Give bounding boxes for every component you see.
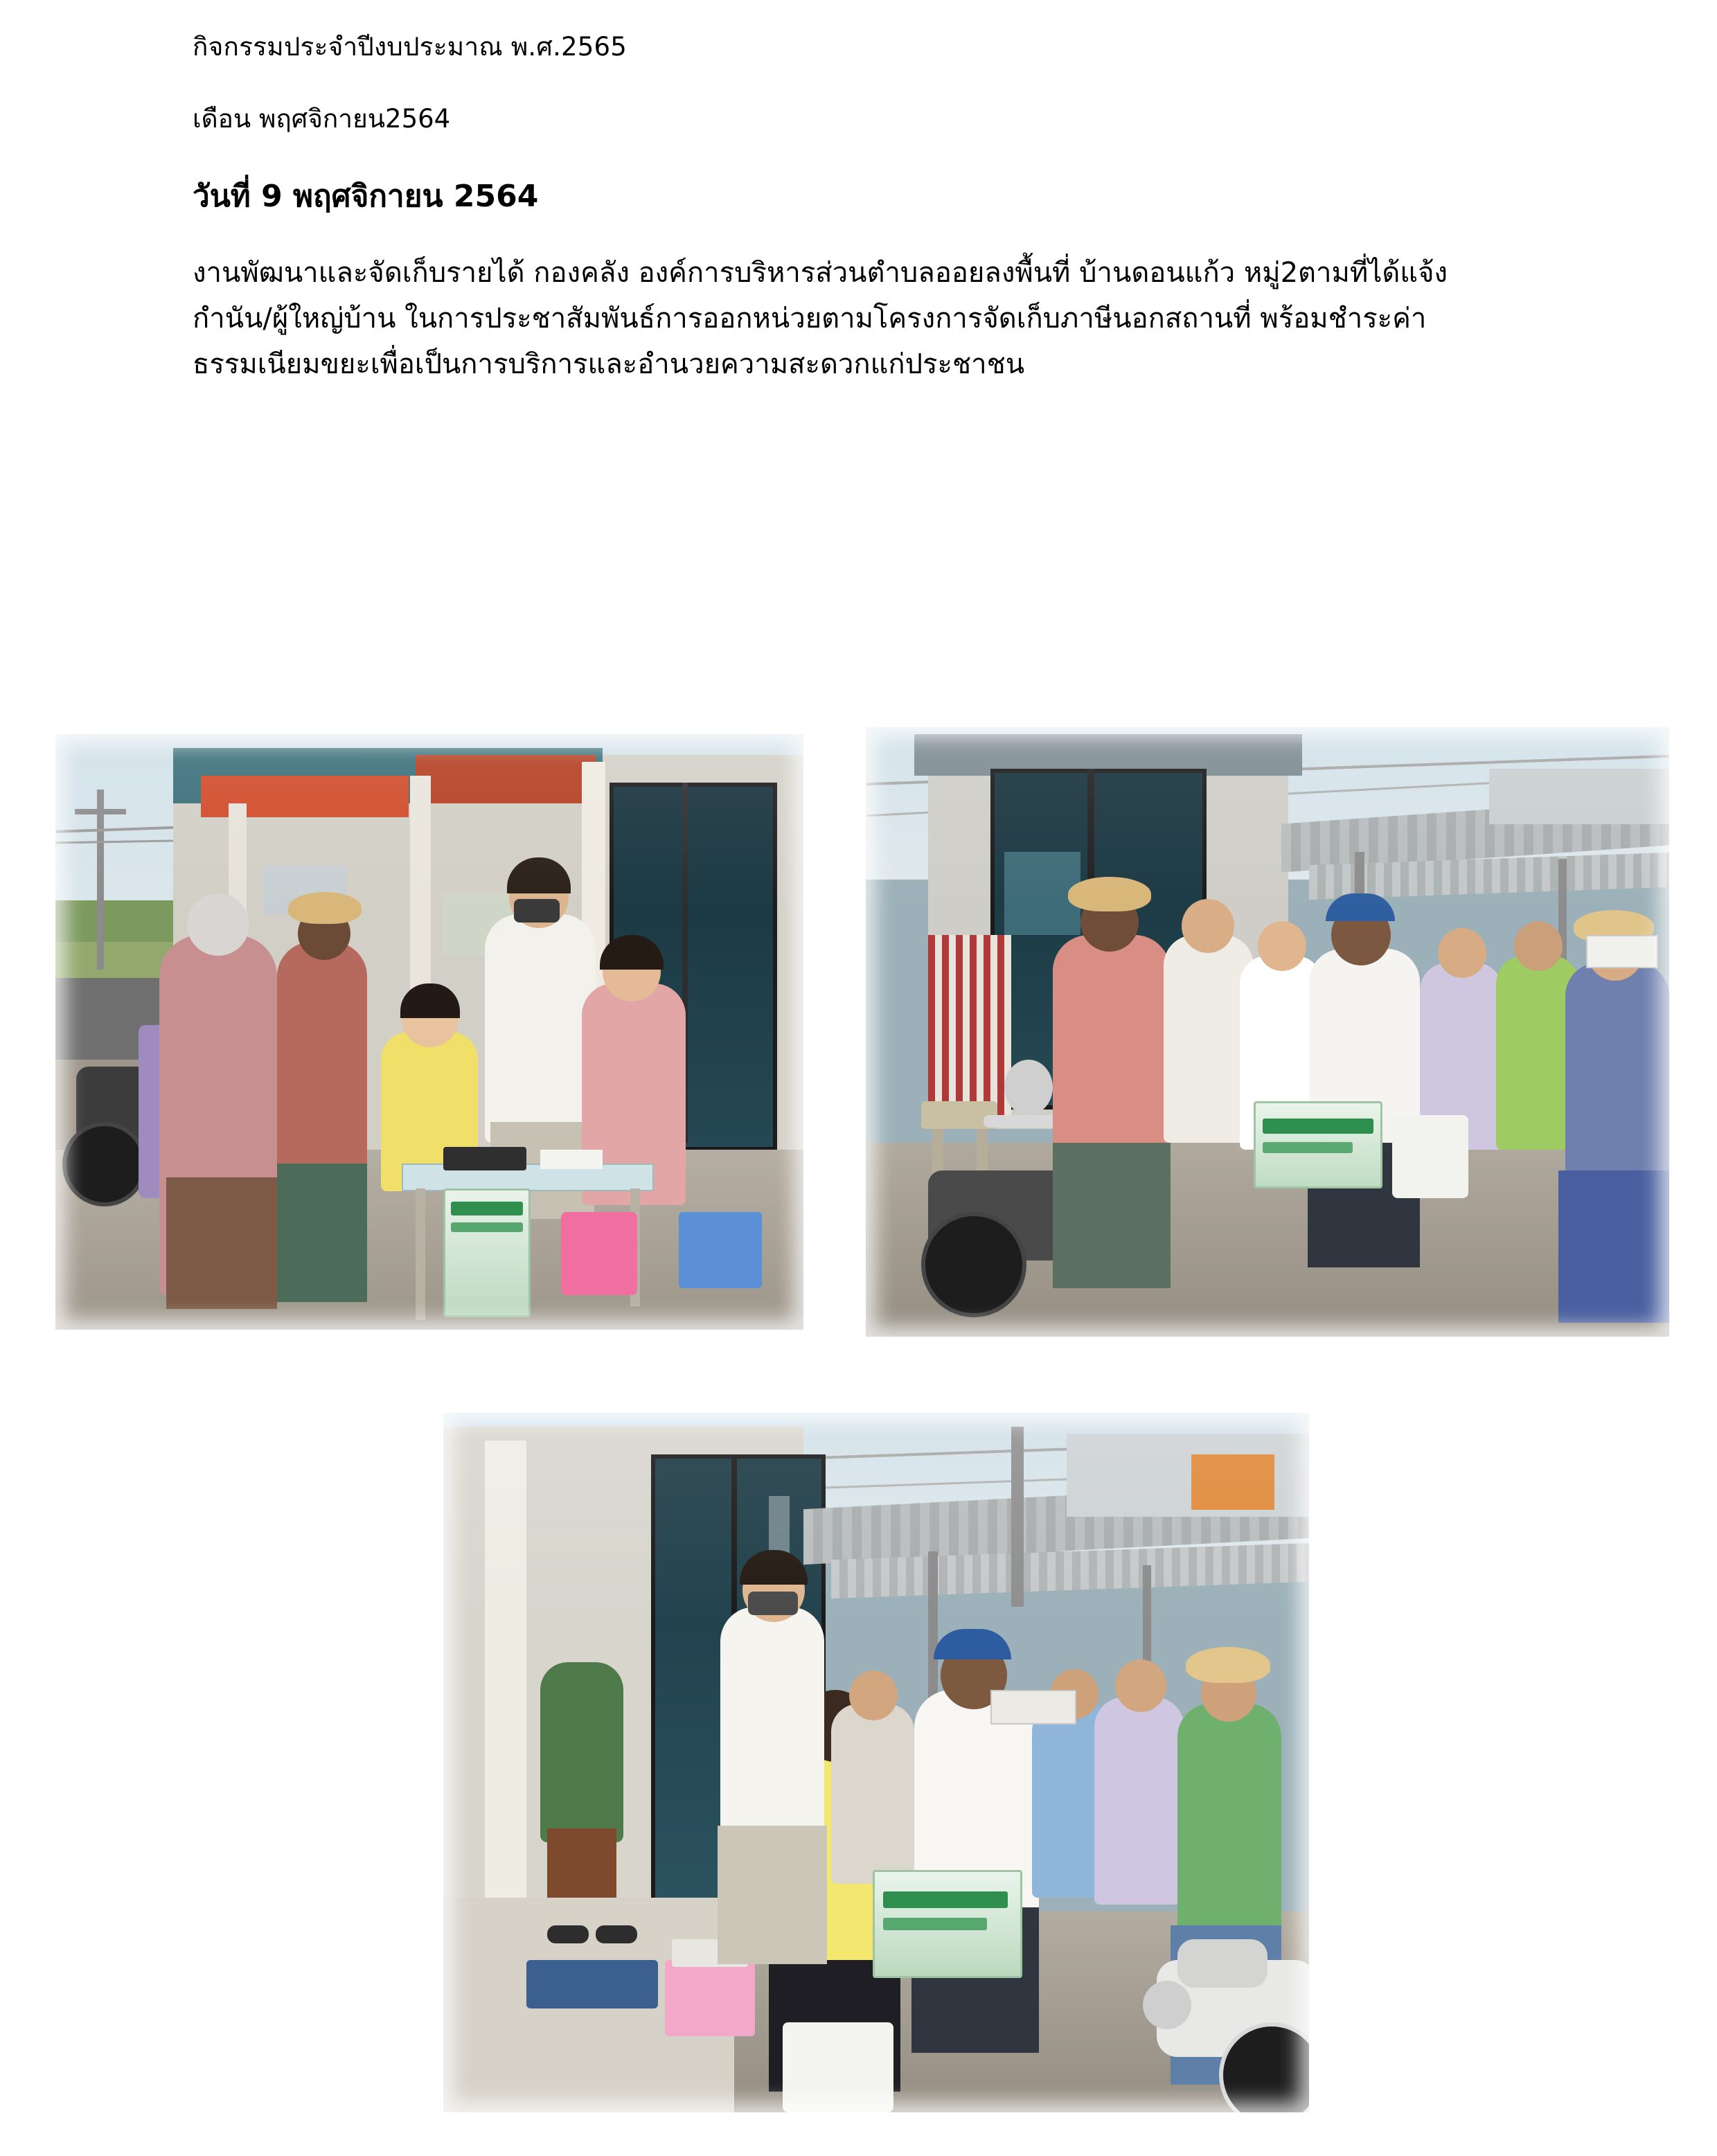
body-paragraph: งานพัฒนาและจัดเก็บรายได้ กองคลัง องค์การบริหารส่วนตำบลออยลงพื้นที่ บ้านดอนแก้ว หมู่2ตามที่ได้แจ้งกำนัน/ผู้ใหญ่บ้าน ในการประชาสัมพันธ์การออกหน่วยตามโครงการจัดเก็บภาษีนอกสถานที่ พร้อมชำระค่าธรรมเนียมขยะเพื่อเป็นการบริการและอำนวยความสะดวกแก่ประชาชน bbox=[193, 257, 1448, 380]
banner-fee-collection bbox=[443, 1188, 531, 1317]
document-text-block bbox=[193, 28, 1529, 387]
photo-market-stall-service-point bbox=[866, 727, 1669, 1337]
photo-gallery bbox=[0, 720, 1717, 2147]
photo-coffee-shop-front-service bbox=[443, 1413, 1309, 2112]
heading-month: เดือน พฤศจิกายน2564 bbox=[193, 103, 451, 134]
heading-date: วันที่ 9 พฤศจิกายน 2564 bbox=[193, 179, 539, 214]
heading-fiscal-year: กิจกรรมประจำปีงบประมาณ พ.ศ.2565 bbox=[193, 32, 627, 62]
photo-roadside-tax-collection-table bbox=[55, 734, 803, 1330]
banner-fee-collection bbox=[1254, 1101, 1382, 1188]
banner-fee-collection bbox=[873, 1870, 1022, 1978]
